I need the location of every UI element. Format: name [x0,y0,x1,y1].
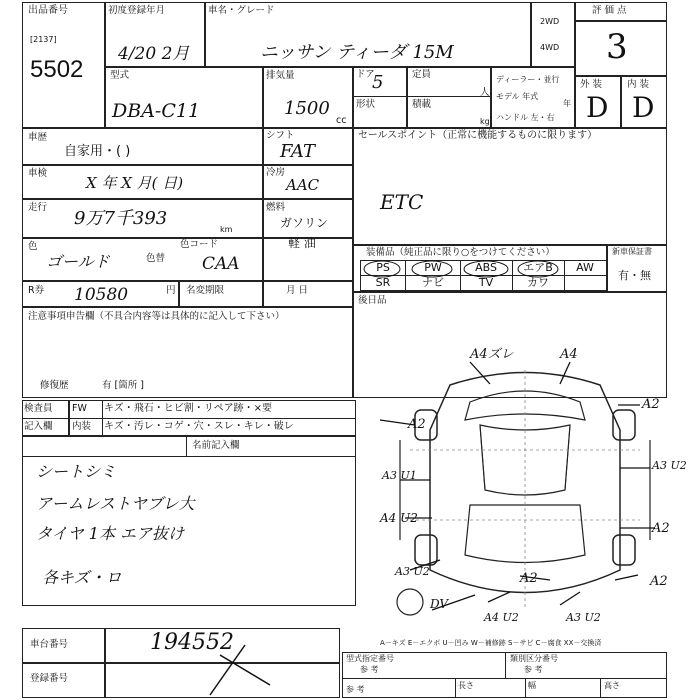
equip-navi: ナビ [422,276,444,289]
chassis-value: 194552 [150,630,234,655]
fuel-value-1: ガソリン [280,216,329,230]
equip-ps: PS [376,261,390,274]
fuel-label: 燃料 [266,202,286,213]
tag-interior: 内装 [72,421,92,432]
reg-cross-mark [200,640,280,700]
hw-note-2: アームレストヤブレ大 [36,494,195,513]
recycle-label: R券 [28,285,45,296]
first-reg-label: 初度登録年月 [108,5,166,16]
mark-4: A2 [408,417,426,432]
hw-note-3: タイヤ 1本 エア抜け [36,524,185,543]
rating-value: 3 [606,27,628,67]
color-label: 色 [28,241,38,252]
recycle-unit: 円 [166,285,176,296]
doors-label: ドア [356,69,375,80]
fuel-value-2: 軽 油 [288,236,316,250]
record-label: 記入欄 [24,421,53,432]
exterior-value: D [586,91,609,124]
shift-label: シフト [266,130,295,141]
equip-leather: カワ [527,276,549,289]
recycle-value: 10580 [74,285,129,305]
color-code-label: 色コード [180,239,219,250]
model-label: 車名・グレード [208,5,275,16]
warranty-value: 有・無 [618,269,651,282]
type-value: DBA-C11 [112,100,201,122]
repair-value: 有 [箇所 ] [102,380,144,391]
interior-defects: キズ・汚レ・コゲ・穴・スレ・キレ・破レ [104,421,294,432]
mark-8: A2 [652,521,670,536]
lot-label: 出品番号 [28,5,68,16]
model-year-unit: 年 [563,99,571,108]
displacement-unit: cc [336,115,347,126]
type-label: 型式 [110,70,130,81]
hw-note-4: 各キズ・ロ [42,568,122,587]
lot-code: [2137] [30,35,57,44]
equip-airbag: エアB [523,261,553,274]
displacement-label: 排気量 [266,70,295,81]
mark-9: A3 U2 [395,565,430,578]
mark-10: A2 [520,571,538,586]
mark-6: A3 U1 [382,469,417,482]
ref-label: 参 考 [346,685,365,694]
drive-4wd: 4WD [540,43,560,52]
history-label: 車歴 [28,132,48,143]
color-change-label: 色替 [146,253,166,264]
rear-seat-label: 後日品 [358,295,387,306]
type-cert-label: 型式指定番号 [346,654,394,663]
mark-1: A4ズレ [470,347,514,362]
sales-label: セールスポイント（正常に機能するものに限ります） [358,130,598,141]
name-change-value: 月 日 [286,285,309,296]
equip-abs: ABS [475,261,497,274]
damage-legend: A－キズ E－エクボ U－凹み W－補修跡 S－サビ C－腐食 XX－交換済 [380,639,602,647]
tag-fw: FW [72,403,87,414]
equip-pw: PW [424,261,442,274]
doors-value: 5 [372,72,384,93]
model-value: ニッサン ティーダ 15M [260,42,454,63]
lot-number: 5502 [30,56,84,83]
displacement-value: 1500 [284,98,330,119]
equip-sr: SR [375,276,391,289]
ac-label: 冷房 [266,167,286,178]
dealer-label: ディーラー・並行 [496,75,560,84]
interior-value: D [632,91,655,124]
rating-label: 評 価 点 [592,5,627,16]
name-change-label: 名変期限 [186,285,225,296]
mileage-unit: km [220,225,233,234]
equip-tv: TV [478,276,494,289]
class-label: 類別区分番号 [510,654,558,663]
model-year-label: モデル 年式 [496,92,539,101]
shape-label: 形状 [356,99,376,110]
drive-2wd: 2WD [540,17,560,26]
exterior-label: 外 装 [580,79,603,90]
first-reg-value: 4/20 2月 [118,44,190,64]
notes-label: 注意事項申告欄（不具合内容等は具体的に記入して下さい） [28,311,285,322]
equip-aw: AW [576,261,594,274]
hw-note-1: シートシミ [36,462,117,481]
mark-14: A3 U2 [566,611,601,624]
type-cert-sub: 参 考 [360,665,379,674]
color-value: ゴールド [46,252,110,271]
name-label: 名前記入欄 [192,440,240,451]
equip-label: 装備品（純正品に限り○をつけてください） [366,247,555,258]
height-label: 高さ [604,681,620,690]
capacity-label: 定員 [412,69,432,80]
load-label: 積載 [412,99,432,110]
repair-label: 修復歴 [40,380,69,391]
mileage-value: 9万7千393 [74,208,168,229]
mark-11: A2 [650,574,668,589]
ac-value: AAC [286,176,320,194]
sales-value: ETC [380,190,424,214]
chassis-label: 車台番号 [30,639,69,650]
color-code-value: CAA [202,254,240,274]
mark-13: A4 U2 [484,611,519,624]
shift-value: FAT [280,141,315,162]
handle-label: ハンドル 左・右 [496,113,555,122]
mark-2: A4 [560,347,578,362]
width-label: 幅 [528,681,536,690]
warranty-label: 新車保証書 [612,247,652,256]
inspector-label: 検査員 [24,403,53,414]
inspection-label: 車検 [28,168,48,179]
history-value: 自家用・( ) [64,144,131,159]
interior-label: 内 装 [627,79,650,90]
mark-3: A2 [642,397,660,412]
length-label: 長さ [458,681,474,690]
inspection-value: X 年 X 月( 日) [86,174,184,192]
reg-label: 登録番号 [30,673,69,684]
mileage-label: 走行 [28,202,48,213]
exterior-defects: キズ・飛石・ヒビ割・リペア跡・×要 [104,403,272,414]
mark-7: A4 U2 [380,511,418,525]
mark-5: A3 U2 [652,459,687,472]
class-sub: 参 考 [524,665,543,674]
doors-unit: 人 [480,87,490,98]
load-unit: kg [480,117,490,126]
mark-12: DV [430,597,449,611]
